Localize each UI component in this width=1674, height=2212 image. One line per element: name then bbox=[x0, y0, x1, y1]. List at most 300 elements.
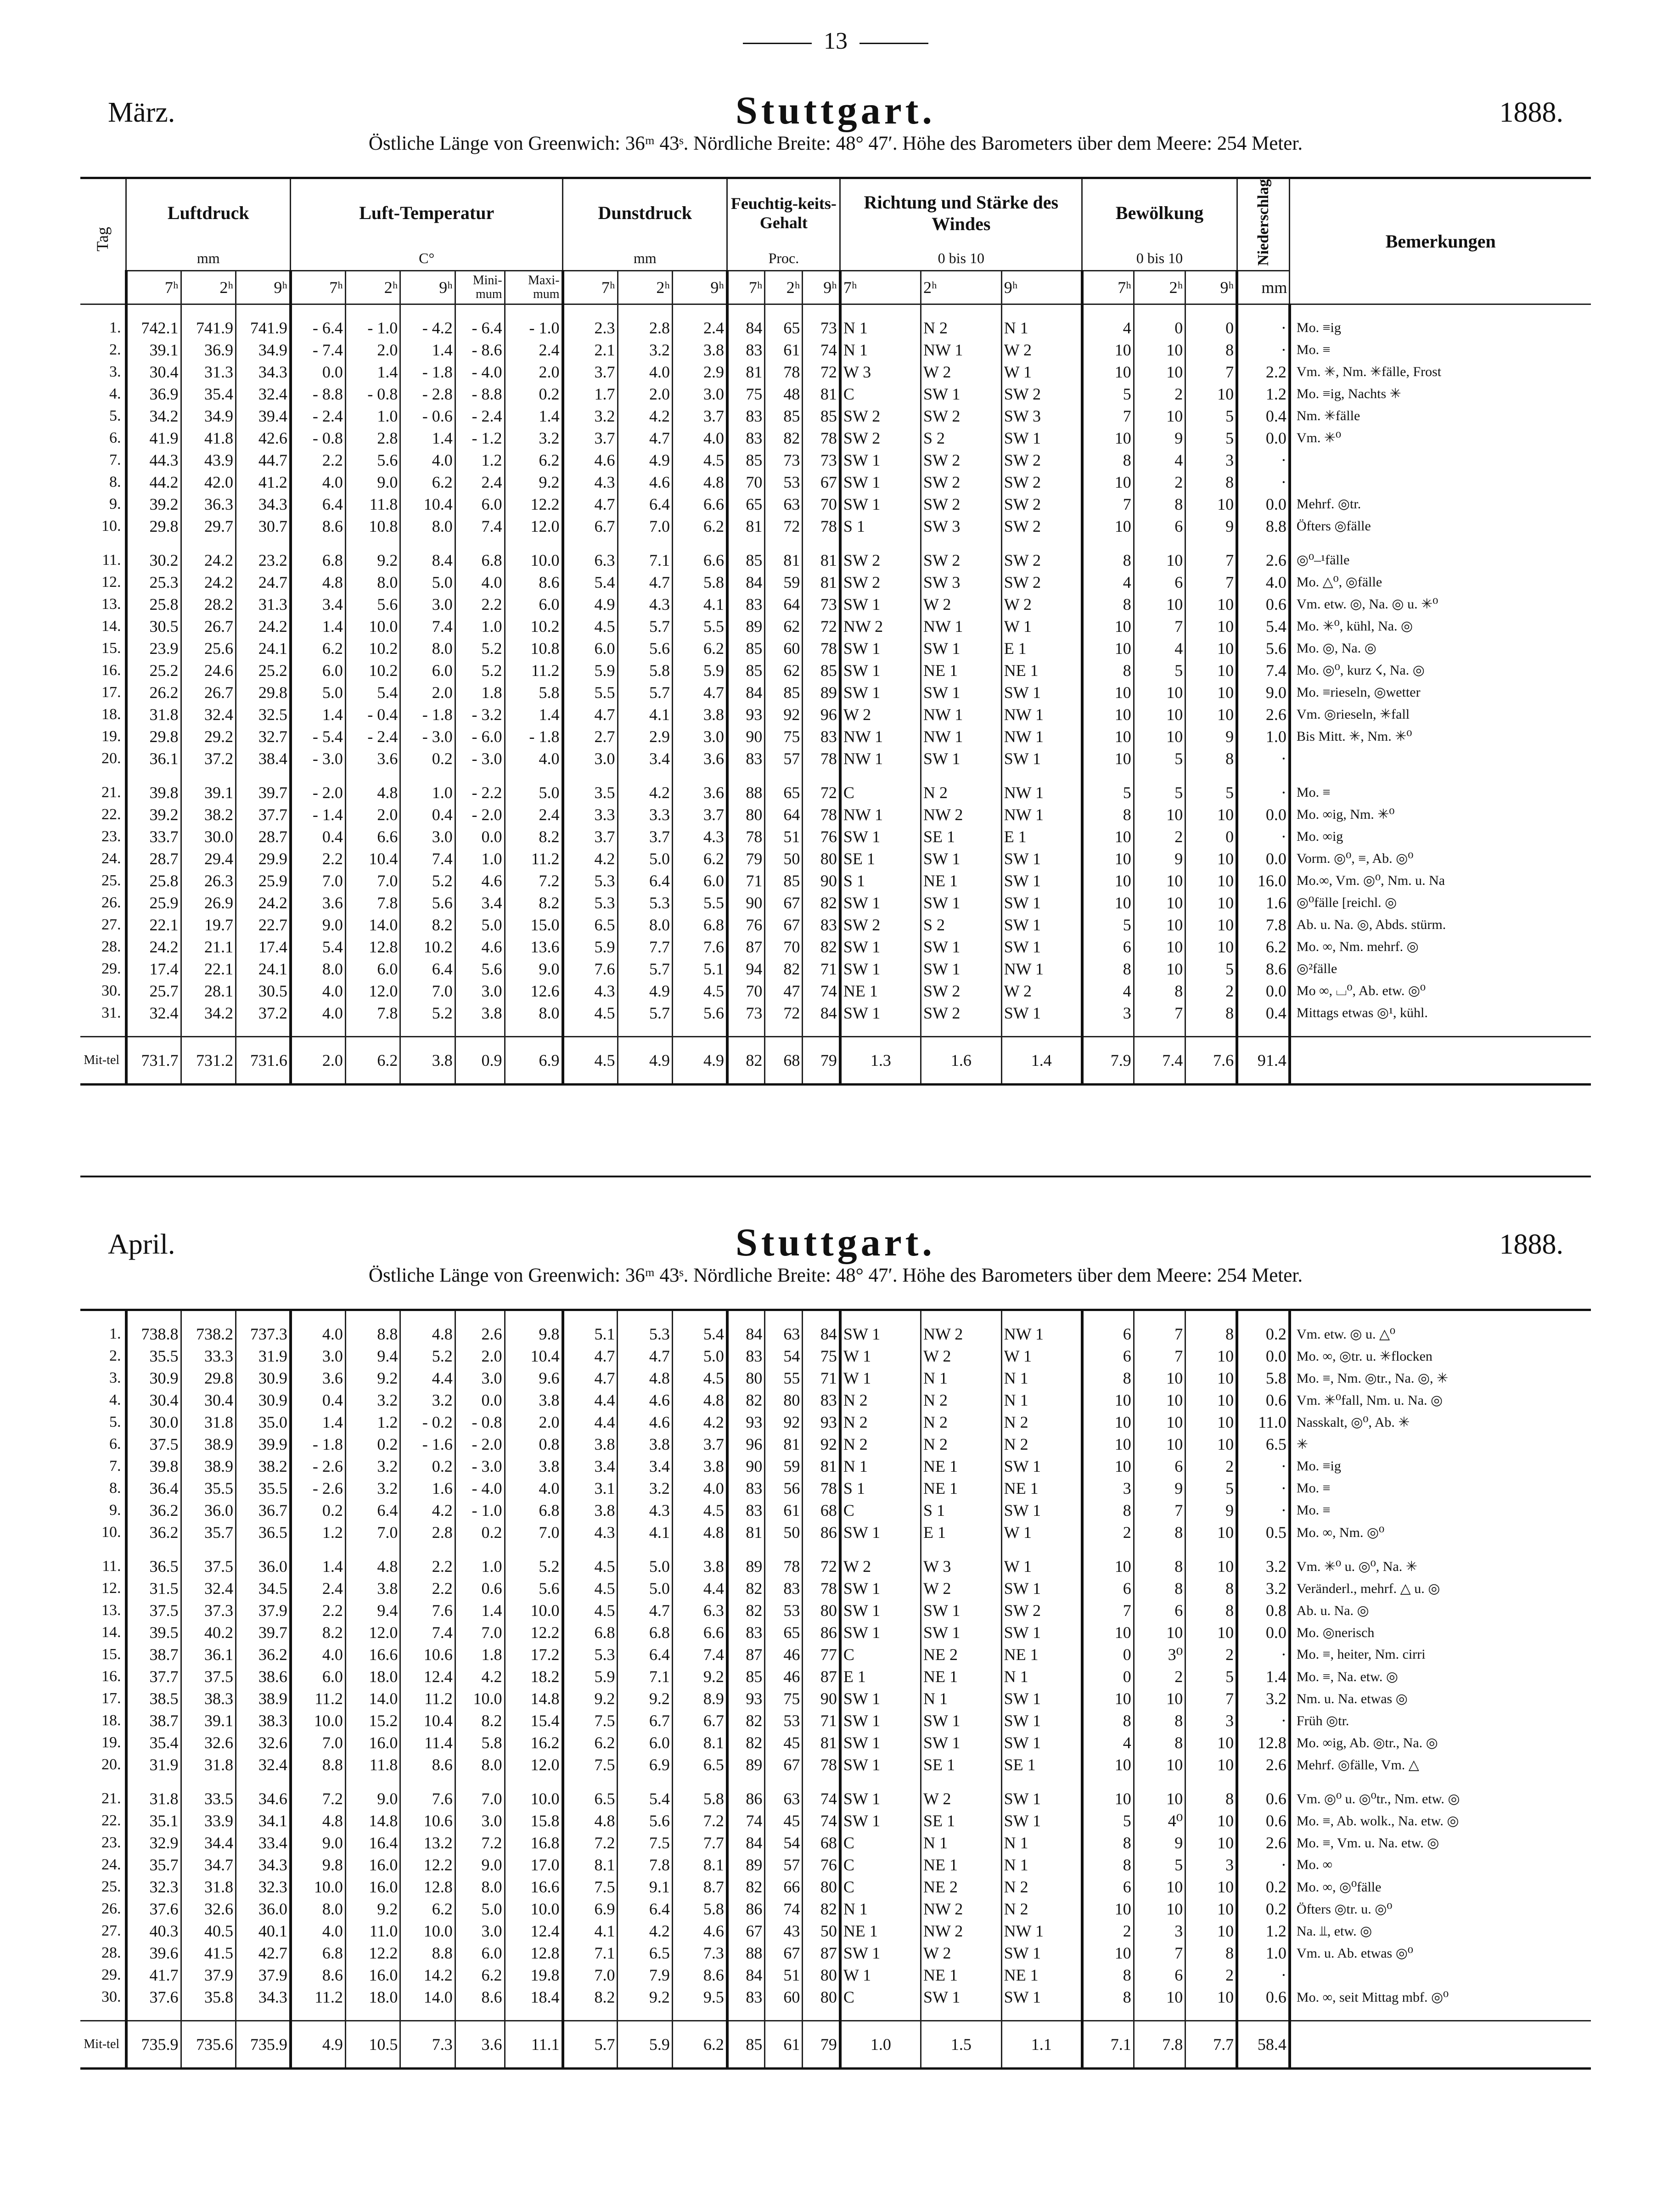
wind-9h: SW 1 bbox=[1001, 1732, 1082, 1754]
day: 15. bbox=[101, 1646, 121, 1663]
temp-2h: 0.2 bbox=[345, 1433, 400, 1455]
dunst-7h: 3.1 bbox=[563, 1477, 618, 1499]
spacer-cell bbox=[126, 304, 181, 317]
feucht-2h: 67 bbox=[765, 1942, 803, 1964]
feucht-9h: 72 bbox=[803, 361, 840, 383]
wind-2h: SW 1 bbox=[921, 637, 1002, 659]
wind-9h: SW 2 bbox=[1001, 571, 1082, 593]
feucht-9h: 82 bbox=[803, 1898, 840, 1920]
temp-7h: 4.8 bbox=[291, 1810, 345, 1832]
wolken-2h: 8 bbox=[1134, 1555, 1185, 1577]
luftdruck-7h: 41.7 bbox=[126, 1964, 181, 1986]
day: 29. bbox=[101, 1966, 121, 1983]
temp-7h: 7.0 bbox=[291, 870, 345, 892]
temp-2h: 10.2 bbox=[345, 637, 400, 659]
luftdruck-9h: 38.6 bbox=[236, 1666, 290, 1688]
dunst-2h: 4.8 bbox=[618, 1367, 672, 1389]
wind-7h: C bbox=[840, 1854, 921, 1876]
feucht-7h: 75 bbox=[727, 383, 765, 405]
luftdruck-7h: 30.4 bbox=[126, 1389, 181, 1411]
temp-2h: 9.4 bbox=[345, 1599, 400, 1621]
wind-2h: SW 1 bbox=[921, 748, 1002, 770]
temp-max: 13.6 bbox=[505, 936, 563, 958]
mean-wind-9h: 1.4 bbox=[1001, 1036, 1082, 1084]
feucht-9h: 90 bbox=[803, 870, 840, 892]
bemerkung: Mo. ∞, Nm. ◎⁰ bbox=[1290, 1521, 1591, 1543]
table-row bbox=[80, 892, 1591, 914]
spacer-cell bbox=[672, 1776, 727, 1788]
dunst-7h: 4.5 bbox=[563, 1555, 618, 1577]
table-row bbox=[80, 1732, 1591, 1754]
dunst-2h: 5.0 bbox=[618, 1555, 672, 1577]
feucht-2h: 64 bbox=[765, 804, 803, 826]
spacer-cell bbox=[1290, 537, 1591, 549]
luftdruck-2h: 32.6 bbox=[181, 1732, 236, 1754]
luftdruck-7h: 29.8 bbox=[126, 726, 181, 748]
day: 11. bbox=[102, 1558, 121, 1575]
temp-min: - 0.8 bbox=[455, 1411, 505, 1433]
wolken-2h: 6 bbox=[1134, 515, 1185, 537]
wind-2h: NE 2 bbox=[921, 1876, 1001, 1898]
luftdruck-7h: 41.9 bbox=[126, 427, 181, 449]
table-row bbox=[80, 1964, 1591, 1986]
wolken-2h: 10 bbox=[1134, 1788, 1185, 1810]
niederschlag: 9.0 bbox=[1237, 681, 1290, 704]
temp-min: 2.6 bbox=[455, 1323, 505, 1345]
niederschlag: 0.6 bbox=[1237, 1788, 1290, 1810]
observation-table bbox=[80, 1309, 1591, 2070]
wind-2h: SW 2 bbox=[921, 449, 1002, 471]
feucht-7h: 83 bbox=[727, 405, 765, 427]
day: 13. bbox=[101, 1602, 121, 1619]
row-spacer bbox=[80, 1310, 1591, 1323]
wind-9h: N 1 bbox=[1001, 1854, 1082, 1876]
luftdruck-9h: 24.1 bbox=[236, 637, 290, 659]
feucht-9h: 78 bbox=[803, 427, 840, 449]
temp-9h: 6.0 bbox=[400, 659, 455, 681]
wind-9h: N 2 bbox=[1001, 1433, 1082, 1455]
wolken-9h: 10 bbox=[1185, 1832, 1237, 1854]
wind-7h: SW 1 bbox=[840, 1710, 921, 1732]
luftdruck-7h: 31.9 bbox=[126, 1754, 181, 1776]
luftdruck-9h: 44.7 bbox=[236, 449, 290, 471]
feucht-2h: 67 bbox=[765, 914, 803, 936]
temp-min: 3.0 bbox=[455, 1810, 505, 1832]
day: 1. bbox=[109, 319, 121, 336]
wolken-7h: 7 bbox=[1082, 405, 1134, 427]
bemerkung: Mo. ≡ig bbox=[1290, 317, 1591, 339]
mean-row bbox=[80, 2021, 1591, 2069]
luftdruck-9h: 34.5 bbox=[236, 1577, 290, 1599]
dunst-2h: 2.8 bbox=[618, 317, 672, 339]
mean-niederschlag: 91.4 bbox=[1237, 1036, 1290, 1084]
wolken-9h: 10 bbox=[1185, 637, 1237, 659]
feucht-7h: 83 bbox=[727, 1621, 765, 1644]
bemerkung: Mo. △⁰, ◎fälle bbox=[1290, 571, 1591, 593]
wolken-2h: 10 bbox=[1134, 892, 1185, 914]
feucht-2h: 54 bbox=[765, 1832, 803, 1854]
temp-9h: 5.2 bbox=[400, 1002, 455, 1024]
dunst-7h: 3.2 bbox=[563, 405, 618, 427]
spacer-cell bbox=[1001, 2008, 1082, 2021]
day: 3. bbox=[109, 363, 121, 380]
spacer-cell bbox=[563, 1776, 618, 1788]
wolken-9h: 8 bbox=[1185, 339, 1237, 361]
temp-min: 1.8 bbox=[455, 1644, 505, 1666]
niederschlag: 12.8 bbox=[1237, 1732, 1290, 1754]
wolken-7h: 10 bbox=[1082, 427, 1134, 449]
feucht-7h: 70 bbox=[727, 980, 765, 1002]
luftdruck-2h: 31.3 bbox=[181, 361, 236, 383]
dunst-9h: 5.0 bbox=[672, 1345, 727, 1367]
feucht-2h: 78 bbox=[765, 361, 803, 383]
wind-9h: SW 1 bbox=[1001, 681, 1082, 704]
temp-max: 16.6 bbox=[505, 1876, 562, 1898]
feucht-9h: 71 bbox=[803, 1710, 840, 1732]
temp-9h: 2.8 bbox=[400, 1521, 455, 1543]
temp-min: 6.8 bbox=[455, 549, 505, 571]
hour-9: 9ʰ bbox=[672, 270, 727, 304]
temp-max: 15.8 bbox=[505, 1810, 562, 1832]
rule-right bbox=[859, 43, 928, 44]
temp-7h: - 2.4 bbox=[291, 405, 345, 427]
feucht-2h: 74 bbox=[765, 1898, 803, 1920]
spacer-cell bbox=[1134, 2008, 1185, 2021]
temp-min: 6.0 bbox=[455, 493, 505, 515]
wind-7h: S 1 bbox=[840, 515, 921, 537]
temp-9h: 0.4 bbox=[400, 804, 455, 826]
feucht-9h: 81 bbox=[803, 1732, 840, 1754]
wind-7h: SW 1 bbox=[840, 1810, 921, 1832]
dunst-7h: 7.5 bbox=[563, 1876, 618, 1898]
wind-9h: W 2 bbox=[1001, 339, 1082, 361]
mean-dunst-2h: 5.9 bbox=[618, 2021, 672, 2069]
feucht-2h: 43 bbox=[765, 1920, 803, 1942]
mean-wind-2h: 1.5 bbox=[921, 2021, 1001, 2069]
dunst-9h: 8.1 bbox=[672, 1854, 727, 1876]
wolken-2h: 10 bbox=[1134, 549, 1185, 571]
dunst-7h: 4.5 bbox=[563, 1002, 618, 1024]
luftdruck-9h: 39.4 bbox=[236, 405, 290, 427]
wind-2h: N 2 bbox=[921, 782, 1002, 804]
mean-temp-9h: 3.8 bbox=[400, 1036, 455, 1084]
dunst-9h: 4.8 bbox=[672, 1389, 727, 1411]
spacer-cell bbox=[126, 1776, 181, 1788]
spacer-cell bbox=[1134, 770, 1185, 782]
table-row bbox=[80, 1499, 1591, 1521]
section-separator bbox=[80, 1176, 1591, 1177]
row-spacer bbox=[80, 770, 1591, 782]
observation-table bbox=[80, 177, 1591, 1086]
wolken-2h: 2 bbox=[1134, 826, 1185, 848]
luftdruck-9h: 36.2 bbox=[236, 1644, 290, 1666]
feucht-7h: 85 bbox=[727, 659, 765, 681]
feucht-2h: 85 bbox=[765, 870, 803, 892]
spacer-cell bbox=[126, 1310, 181, 1323]
dunst-7h: 5.5 bbox=[563, 681, 618, 704]
wolken-2h: 10 bbox=[1134, 726, 1185, 748]
temp-9h: 12.8 bbox=[400, 1876, 455, 1898]
day: 28. bbox=[101, 1944, 121, 1961]
dunst-9h: 6.6 bbox=[672, 549, 727, 571]
table-row bbox=[80, 1455, 1591, 1477]
spacer-cell bbox=[291, 304, 345, 317]
feucht-7h: 85 bbox=[727, 1666, 765, 1688]
dunst-2h: 4.1 bbox=[618, 704, 672, 726]
feucht-7h: 90 bbox=[727, 726, 765, 748]
temp-2h: 7.8 bbox=[345, 892, 400, 914]
feucht-2h: 63 bbox=[765, 493, 803, 515]
mean-wind-9h: 1.1 bbox=[1001, 2021, 1082, 2069]
luftdruck-9h: 32.4 bbox=[236, 1754, 290, 1776]
wolken-2h: 2 bbox=[1134, 471, 1185, 493]
spacer-cell bbox=[1290, 304, 1591, 317]
dunst-9h: 7.4 bbox=[672, 1644, 727, 1666]
hour-9: 9ʰ bbox=[803, 270, 840, 304]
luftdruck-9h: 36.7 bbox=[236, 1499, 290, 1521]
feucht-2h: 61 bbox=[765, 339, 803, 361]
temp-9h: 14.0 bbox=[400, 1986, 455, 2008]
dunst-7h: 4.3 bbox=[563, 1521, 618, 1543]
temp-min: 7.0 bbox=[455, 1621, 505, 1644]
dunst-9h: 4.5 bbox=[672, 980, 727, 1002]
temp-7h: - 3.0 bbox=[291, 748, 345, 770]
temp-min: 6.0 bbox=[455, 1942, 505, 1964]
wolken-7h: 6 bbox=[1082, 1577, 1134, 1599]
bemerkung: ◎⁰–¹fälle bbox=[1290, 549, 1591, 571]
wolken-9h: 10 bbox=[1185, 1433, 1237, 1455]
bemerkung: Bis Mitt. ✳, Nm. ✳⁰ bbox=[1290, 726, 1591, 748]
wind-9h: SW 1 bbox=[1001, 1710, 1082, 1732]
day: 20. bbox=[101, 749, 121, 767]
temp-2h: 11.8 bbox=[345, 493, 400, 515]
luftdruck-2h: 29.4 bbox=[181, 848, 236, 870]
luftdruck-9h: 31.9 bbox=[236, 1345, 290, 1367]
temp-2h: 5.4 bbox=[345, 681, 400, 704]
spacer-cell bbox=[618, 304, 672, 317]
luftdruck-2h: 33.9 bbox=[181, 1810, 236, 1832]
niederschlag: · bbox=[1237, 471, 1290, 493]
feucht-2h: 63 bbox=[765, 1788, 803, 1810]
dunst-7h: 7.5 bbox=[563, 1710, 618, 1732]
section-header bbox=[80, 1210, 1591, 1309]
dunst-7h: 5.3 bbox=[563, 892, 618, 914]
feucht-9h: 78 bbox=[803, 637, 840, 659]
luftdruck-2h: 35.5 bbox=[181, 1477, 236, 1499]
dunst-2h: 5.7 bbox=[618, 615, 672, 637]
feucht-9h: 81 bbox=[803, 1455, 840, 1477]
spacer-cell bbox=[840, 1543, 921, 1555]
temp-max: 12.6 bbox=[505, 980, 563, 1002]
wind-9h: SW 2 bbox=[1001, 471, 1082, 493]
dunst-9h: 3.6 bbox=[672, 748, 727, 770]
wind-7h: SW 1 bbox=[840, 1323, 921, 1345]
spacer-cell bbox=[921, 537, 1002, 549]
temp-9h: - 2.8 bbox=[400, 383, 455, 405]
wolken-9h: 2 bbox=[1185, 980, 1237, 1002]
luftdruck-7h: 39.2 bbox=[126, 493, 181, 515]
day: 23. bbox=[101, 1834, 121, 1851]
temp-2h: 14.0 bbox=[345, 914, 400, 936]
temp-7h: 6.8 bbox=[291, 549, 345, 571]
dunst-2h: 5.3 bbox=[618, 1323, 672, 1345]
luftdruck-2h: 37.5 bbox=[181, 1555, 236, 1577]
wolken-7h: 10 bbox=[1082, 515, 1134, 537]
feucht-7h: 89 bbox=[727, 615, 765, 637]
day: 5. bbox=[109, 1413, 121, 1430]
wolken-9h: 10 bbox=[1185, 870, 1237, 892]
luftdruck-7h: 40.3 bbox=[126, 1920, 181, 1942]
luftdruck-9h: 29.8 bbox=[236, 681, 290, 704]
spacer-cell bbox=[291, 537, 345, 549]
dunst-7h: 1.7 bbox=[563, 383, 618, 405]
temp-7h: - 6.4 bbox=[291, 317, 345, 339]
luftdruck-7h: 37.6 bbox=[126, 1898, 181, 1920]
temp-2h: 16.4 bbox=[345, 1832, 400, 1854]
temp-min: 8.0 bbox=[455, 1754, 505, 1776]
wind-2h: NW 2 bbox=[921, 804, 1002, 826]
bemerkung: Veränderl., mehrf. △ u. ◎ bbox=[1290, 1577, 1591, 1599]
hour-2: 2ʰ bbox=[181, 270, 236, 304]
day: 6. bbox=[109, 1435, 121, 1452]
dunst-7h: 6.9 bbox=[563, 1898, 618, 1920]
spacer-cell bbox=[400, 1310, 455, 1323]
bemerkung bbox=[1290, 449, 1591, 471]
niederschlag: 3.2 bbox=[1237, 1577, 1290, 1599]
temp-min: - 6.4 bbox=[455, 317, 505, 339]
niederschlag: 2.6 bbox=[1237, 549, 1290, 571]
temp-7h: - 5.4 bbox=[291, 726, 345, 748]
luftdruck-2h: 21.1 bbox=[181, 936, 236, 958]
spacer-cell bbox=[672, 537, 727, 549]
spacer-cell bbox=[921, 1776, 1001, 1788]
temp-max: 5.2 bbox=[505, 1555, 562, 1577]
temp-9h: 4.2 bbox=[400, 1499, 455, 1521]
spacer-cell bbox=[1001, 537, 1082, 549]
wind-7h: SW 1 bbox=[840, 493, 921, 515]
feucht-7h: 83 bbox=[727, 1345, 765, 1367]
wind-9h: SW 1 bbox=[1001, 1986, 1082, 2008]
feucht-2h: 75 bbox=[765, 1688, 803, 1710]
niederschlag: 7.8 bbox=[1237, 914, 1290, 936]
temp-9h: 6.4 bbox=[400, 958, 455, 980]
wolken-9h: 10 bbox=[1185, 1411, 1237, 1433]
wind-2h: N 2 bbox=[921, 1389, 1001, 1411]
temp-7h: 8.6 bbox=[291, 1964, 345, 1986]
luftdruck-7h: 30.4 bbox=[126, 361, 181, 383]
dunst-2h: 8.0 bbox=[618, 914, 672, 936]
spacer-cell bbox=[236, 304, 290, 317]
table-row bbox=[80, 1666, 1591, 1688]
wolken-7h: 6 bbox=[1082, 1876, 1134, 1898]
luftdruck-9h: 36.0 bbox=[236, 1898, 290, 1920]
table-row bbox=[80, 704, 1591, 726]
day: 25. bbox=[101, 1878, 121, 1895]
wind-2h: SW 2 bbox=[921, 1002, 1002, 1024]
wolken-7h: 4 bbox=[1082, 571, 1134, 593]
temp-max: 1.4 bbox=[505, 704, 563, 726]
dunst-7h: 4.4 bbox=[563, 1389, 618, 1411]
luftdruck-9h: 30.9 bbox=[236, 1389, 290, 1411]
geo-line: Östliche Länge von Greenwich: 36ᵐ 43ˢ. Nördliche Breite: 48° 47′. Höhe des Barometers über dem Meere: 254 Meter. bbox=[368, 133, 1303, 154]
temp-max: 8.0 bbox=[505, 1002, 563, 1024]
mean-dunst-2h: 4.9 bbox=[618, 1036, 672, 1084]
temp-9h: 2.0 bbox=[400, 681, 455, 704]
luftdruck-2h: 40.2 bbox=[181, 1621, 236, 1644]
wolken-9h: 10 bbox=[1185, 383, 1237, 405]
temp-2h: 4.8 bbox=[345, 1555, 400, 1577]
luftdruck-7h: 39.1 bbox=[126, 339, 181, 361]
luftdruck-9h: 38.4 bbox=[236, 748, 290, 770]
feucht-7h: 83 bbox=[727, 339, 765, 361]
wolken-2h: 10 bbox=[1134, 1433, 1185, 1455]
spacer-cell bbox=[921, 1310, 1001, 1323]
dunst-7h: 4.4 bbox=[563, 1411, 618, 1433]
wolken-9h: 10 bbox=[1185, 1810, 1237, 1832]
temp-7h: 4.0 bbox=[291, 1002, 345, 1024]
feucht-7h: 90 bbox=[727, 1455, 765, 1477]
wind-2h: SW 1 bbox=[921, 1986, 1001, 2008]
mean-label: Mit-tel bbox=[84, 2037, 120, 2051]
feucht-9h: 68 bbox=[803, 1499, 840, 1521]
luftdruck-9h: 34.1 bbox=[236, 1810, 290, 1832]
wind-9h: NW 1 bbox=[1001, 958, 1082, 980]
wolken-7h: 10 bbox=[1082, 1411, 1134, 1433]
feucht-9h: 81 bbox=[803, 549, 840, 571]
wind-9h: SW 1 bbox=[1001, 1788, 1082, 1810]
dunst-2h: 2.0 bbox=[618, 383, 672, 405]
temp-7h: - 1.8 bbox=[291, 1433, 345, 1455]
wind-7h: W 2 bbox=[840, 1555, 921, 1577]
dunst-7h: 5.9 bbox=[563, 1666, 618, 1688]
wolken-7h: 3 bbox=[1082, 1002, 1134, 1024]
luftdruck-9h: 30.7 bbox=[236, 515, 290, 537]
wolken-7h: 0 bbox=[1082, 1666, 1134, 1688]
table-row bbox=[80, 936, 1591, 958]
spacer-cell bbox=[1001, 304, 1082, 317]
bemerkung: Mo. ✳⁰, kühl, Na. ◎ bbox=[1290, 615, 1591, 637]
dunst-9h: 8.1 bbox=[672, 1732, 727, 1754]
wind-2h: SW 3 bbox=[921, 515, 1002, 537]
wind-7h: C bbox=[840, 383, 921, 405]
feucht-2h: 63 bbox=[765, 1323, 803, 1345]
spacer-cell bbox=[1082, 770, 1134, 782]
temp-max: 1.4 bbox=[505, 405, 563, 427]
wind-7h: W 1 bbox=[840, 1345, 921, 1367]
feucht-2h: 54 bbox=[765, 1345, 803, 1367]
feucht-7h: 86 bbox=[727, 1788, 765, 1810]
temp-min: 4.6 bbox=[455, 936, 505, 958]
spacer-cell bbox=[765, 1310, 803, 1323]
temp-7h: 1.2 bbox=[291, 1521, 345, 1543]
wind-9h: SW 1 bbox=[1001, 1499, 1082, 1521]
feucht-7h: 88 bbox=[727, 1942, 765, 1964]
dunst-7h: 4.9 bbox=[563, 593, 618, 615]
wolken-9h: 10 bbox=[1185, 1754, 1237, 1776]
wind-7h: N 2 bbox=[840, 1389, 921, 1411]
wind-9h: W 2 bbox=[1001, 980, 1082, 1002]
temp-min: 4.2 bbox=[455, 1666, 505, 1688]
luftdruck-7h: 39.2 bbox=[126, 804, 181, 826]
wolken-2h: 10 bbox=[1134, 1986, 1185, 2008]
temp-9h: 1.4 bbox=[400, 427, 455, 449]
wind-9h: SW 1 bbox=[1001, 936, 1082, 958]
hour-2: 2ʰ bbox=[921, 270, 1002, 304]
wolken-7h: 10 bbox=[1082, 471, 1134, 493]
day: 28. bbox=[101, 938, 121, 955]
luftdruck-7h: 738.8 bbox=[126, 1323, 181, 1345]
temp-max: 10.0 bbox=[505, 549, 563, 571]
